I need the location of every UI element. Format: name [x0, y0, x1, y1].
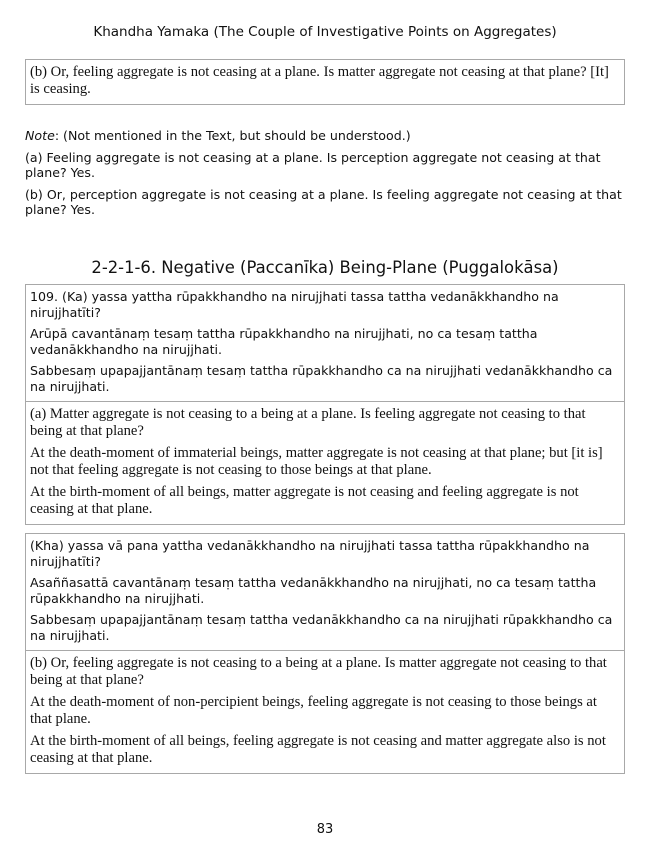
block-ka [25, 284, 625, 525]
block-kha-pali-line: Asaññasattā cavantānaṃ tesaṃ tattha vedanākkhandho na nirujjhati, no ca tesaṃ tattha rūpakkhandho na nirujjhati. [30, 575, 597, 606]
block-ka-pali-line: 109. (Ka) yassa yattha rūpakkhandho na nirujjhati tassa tattha vedanākkhandho na nirujjhatīti? [30, 289, 559, 320]
block-kha-english-cell [26, 650, 624, 773]
note-line-b: (b) Or, perception aggregate is not ceasing at a plane. Is feeling aggregate not ceasing at that plane? Yes. [25, 186, 622, 217]
top-translation-box [25, 59, 625, 105]
block-kha-english-line: At the death-moment of non-percipient beings, feeling aggregate is not ceasing to those beings at that plane. [30, 694, 597, 727]
top-translation-text: (b) Or, feeling aggregate is not ceasing at a plane. Is matter aggregate not ceasing at that plane? [It] is ceasing. [30, 64, 609, 97]
block-kha-pali-line: Sabbesaṃ upapajjantānaṃ tesaṃ tattha vedanākkhandho ca na nirujjhati rūpakkhandho ca na nirujjhati. [30, 612, 613, 643]
block-kha-english-line: At the birth-moment of all beings, feeling aggregate is not ceasing and matter aggregate also is not ceasing at that plane. [30, 733, 606, 766]
block-ka-english-cell [26, 401, 624, 524]
block-ka-english-line: At the death-moment of immaterial beings, matter aggregate is not ceasing at that plane; but [it is] not that feeling aggregate is not ceasing to those beings at that plane. [30, 445, 603, 478]
running-header: Khandha Yamaka (The Couple of Investigative Points on Aggregates) [93, 24, 557, 40]
section-heading: 2-2-1-6. Negative (Paccanīka) Being-Plane (Puggalokāsa) [91, 258, 559, 277]
block-kha-pali-cell [26, 534, 624, 650]
note-label: Note [25, 128, 55, 143]
block-ka-pali-line: Sabbesaṃ upapajjantānaṃ tesaṃ tattha rūpakkhandho ca na nirujjhati vedanākkhandho ca na nirujjhati. [30, 363, 613, 394]
block-ka-pali-line: Arūpā cavantānaṃ tesaṃ tattha rūpakkhandho na nirujjhati, no ca tesaṃ tattha vedanākkhandho na nirujjhati. [30, 326, 538, 357]
top-translation-cell [26, 60, 624, 104]
page-number: 83 [316, 822, 334, 837]
block-ka-pali-cell [26, 285, 624, 401]
block-kha-pali-line: (Kha) yassa vā pana yattha vedanākkhandho na nirujjhati tassa tattha rūpakkhandho na nirujjhatīti? [30, 538, 590, 569]
note-line-a: (a) Feeling aggregate is not ceasing at a plane. Is perception aggregate not ceasing at that plane? Yes. [25, 149, 601, 180]
note-heading [25, 128, 630, 144]
note-block [25, 128, 630, 224]
block-kha-english-line: (b) Or, feeling aggregate is not ceasing to a being at a plane. Is matter aggregate not ceasing to that being at that plane? [30, 655, 607, 688]
block-kha [25, 533, 625, 774]
note-label-rest: : (Not mentioned in the Text, but should be understood.) [54, 128, 411, 143]
block-ka-english-line: (a) Matter aggregate is not ceasing to a being at a plane. Is feeling aggregate not ceasing to that being at that plane? [30, 406, 586, 439]
block-ka-english-line: At the birth-moment of all beings, matter aggregate is not ceasing and feeling aggregate is not ceasing at that plane. [30, 484, 579, 517]
